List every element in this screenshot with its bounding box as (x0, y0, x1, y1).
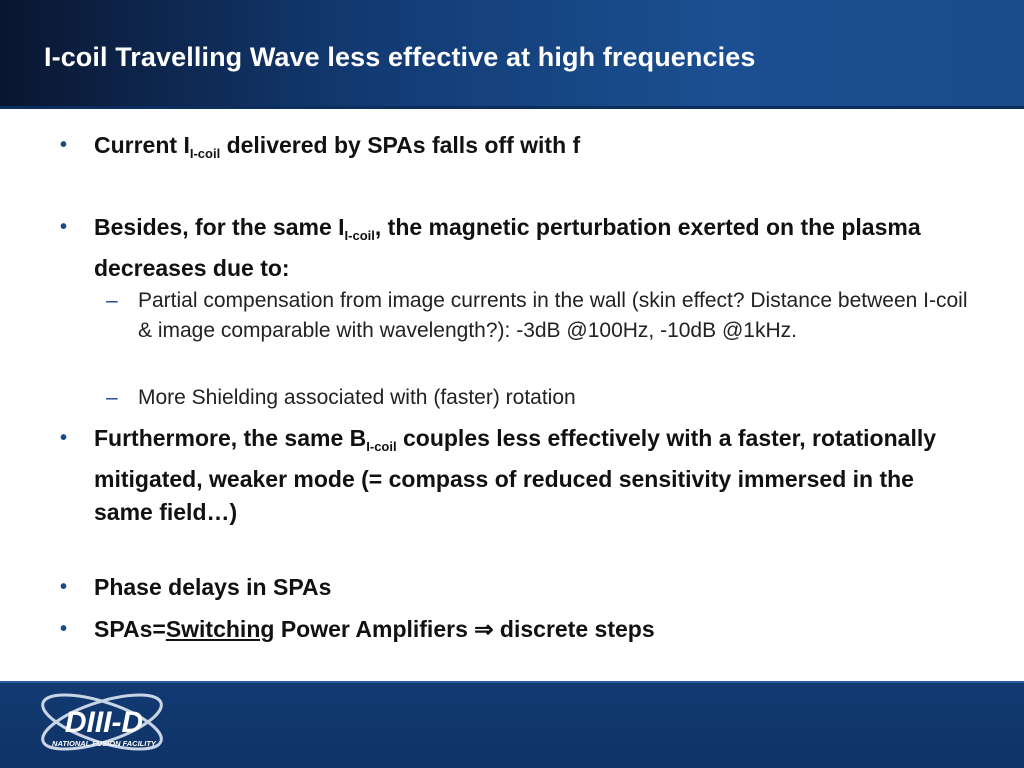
subbullet-image-currents: – Partial compensation from image currents in the wall (skin effect? Distance between I-coil & image comparable with wavelength?): -3dB @100Hz, -10dB @1kHz. (138, 286, 978, 346)
bullet-coupling: • Furthermore, the same $B_{I-coil}$ couples less effectively with a faster, rotationally mitigated, weaker mode (= compass of reduced sensitivity immersed in the same field…) (94, 422, 974, 529)
diii-d-logo (34, 688, 174, 762)
dash-icon: – (106, 289, 118, 312)
subbullet-shielding: – More Shielding associated with (faster) rotation (138, 383, 978, 413)
bullet-dot-icon: • (60, 216, 68, 238)
implies-arrow-icon: ⇒ (474, 616, 494, 642)
logo-subtext: NATIONAL FUSION FACILITY (52, 739, 156, 748)
bullet-phase-delays: • Phase delays in SPAs (94, 571, 974, 604)
bullet-dot-icon: • (60, 427, 68, 449)
slide-title: I-coil Travelling Wave less effective at high frequencies (44, 42, 756, 72)
bullet-dot-icon: • (60, 576, 68, 598)
bullet-current-falloff: • Current $I_{I-coil}$ delivered by SPAs falls off with f (94, 129, 974, 170)
bullet-magnetic-perturbation: • Besides, for the same $I_{I-coil}$, the magnetic perturbation exerted on the plasma decreases due to: (94, 211, 974, 285)
bullet-switching-amplifiers: • SPAs=Switching Power Amplifiers ⇒ discrete steps (94, 613, 974, 646)
bullet-dot-icon: • (60, 134, 68, 156)
logo-wordmark: DIII-D (64, 706, 144, 739)
header-divider (0, 106, 1024, 109)
dash-icon: – (106, 386, 118, 409)
footer-divider (0, 681, 1024, 683)
bullet-dot-icon: • (60, 618, 68, 640)
